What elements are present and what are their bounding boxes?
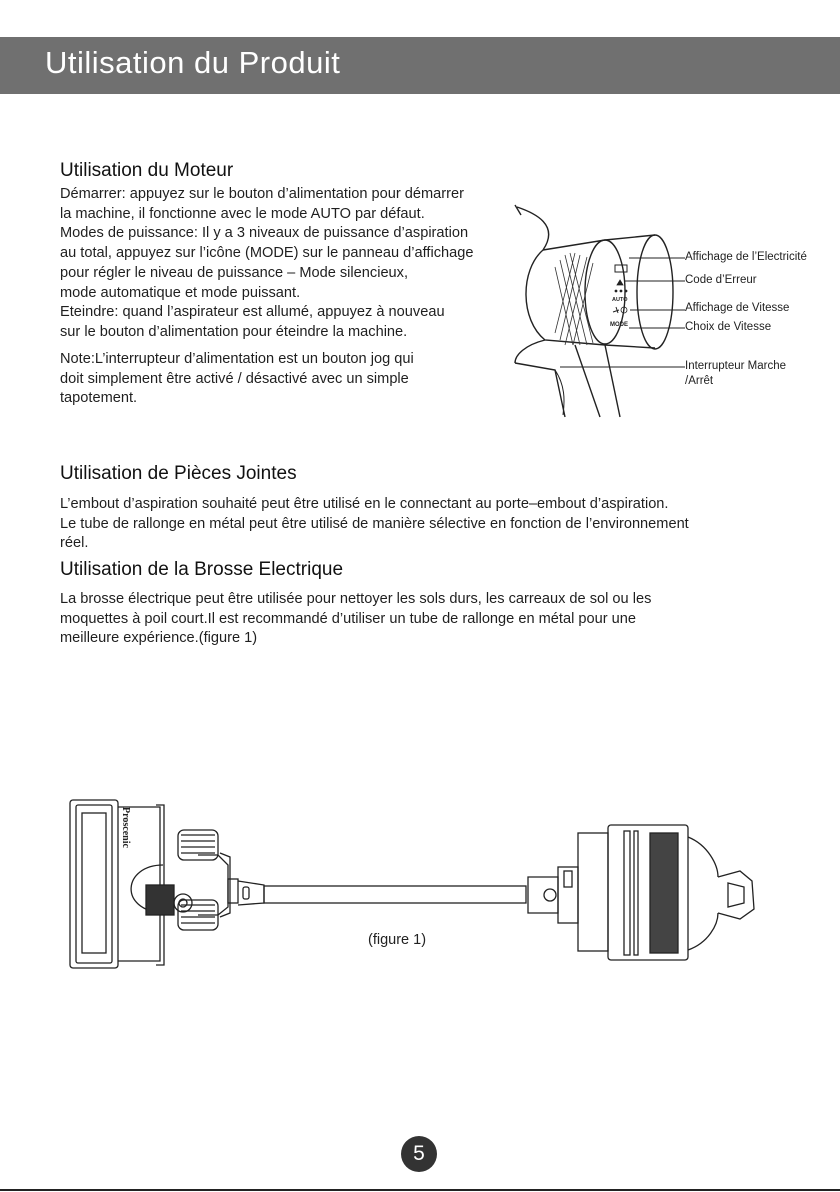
- note-paragraph: [60, 350, 414, 409]
- note-line: Note:L’interrupteur d’alimentation est un bouton jog qui: [60, 351, 414, 367]
- callout-electricite: Affichage de l’Electricité: [685, 251, 807, 263]
- moteur-line: au total, appuyez sur l’icône (MODE) sur le panneau d’affichage: [60, 245, 474, 262]
- callout-choix-vitesse: Choix de Vitesse: [685, 321, 772, 333]
- header-bar: [0, 37, 840, 94]
- panel-mode-label: MODE: [610, 322, 628, 328]
- panel-auto-label: AUTO: [612, 297, 628, 303]
- moteur-paragraph: [60, 185, 473, 343]
- brosse-paragraph: [60, 590, 651, 649]
- pieces-line: Le tube de rallonge en métal peut être utilisé de manière sélective en fonction de l’environnement: [60, 515, 689, 532]
- moteur-line: Eteindre: quand l’aspirateur est allumé, appuyez à nouveau: [60, 304, 445, 321]
- section-title-moteur: Utilisation du Moteur: [60, 160, 234, 181]
- section-title-pieces: Utilisation de Pièces Jointes: [60, 463, 297, 484]
- moteur-line: la machine, il fonctionne avec le mode AUTO par défaut.: [60, 205, 425, 222]
- note-line: doit simplement être activé / désactivé avec un simple: [60, 370, 409, 387]
- brosse-line: La brosse électrique peut être utilisée pour nettoyer les sols durs, les carreaux de sol ou les: [60, 591, 652, 607]
- callout-interrupteur: Interrupteur Marche: [685, 360, 786, 372]
- moteur-line: Modes de puissance: Il y a 3 niveaux de puissance d’aspiration: [60, 225, 469, 242]
- pieces-line: L’embout d’aspiration souhaité peut être utilisé en le connectant au porte–embout d’aspiration.: [60, 496, 669, 512]
- moteur-line: pour régler le niveau de puissance – Mode silencieux,: [60, 264, 409, 281]
- page-number: 5: [401, 1136, 437, 1172]
- moteur-line: sur le bouton d’alimentation pour éteindre la machine.: [60, 323, 408, 340]
- page-title: Utilisation du Produit: [45, 45, 341, 80]
- moteur-line: Démarrer: appuyez sur le bouton d’alimentation pour démarrer: [60, 186, 464, 202]
- bottom-rule: [0, 1189, 840, 1191]
- figure-caption: (figure 1): [368, 932, 427, 948]
- callout-interrupteur-2: /Arrêt: [685, 375, 714, 387]
- callout-code-erreur: Code d’Erreur: [685, 274, 757, 286]
- pieces-paragraph: [60, 495, 689, 554]
- section-title-brosse: Utilisation de la Brosse Electrique: [60, 559, 344, 580]
- vacuum-illustration: [68, 795, 778, 980]
- brosse-line: meilleure expérience.(figure 1): [60, 630, 258, 647]
- callout-affichage-vitesse: Affichage de Vitesse: [685, 302, 790, 314]
- moteur-line: mode automatique et mode puissant.: [60, 284, 301, 301]
- brosse-line: moquettes à poil court.Il est recommandé d’utiliser un tube de rallonge en métal pour une: [60, 610, 636, 627]
- note-line: tapotement.: [60, 390, 138, 407]
- brand-label: Proscenic: [120, 807, 131, 848]
- pieces-line: réel.: [60, 535, 89, 552]
- motor-panel-diagram: [505, 195, 840, 420]
